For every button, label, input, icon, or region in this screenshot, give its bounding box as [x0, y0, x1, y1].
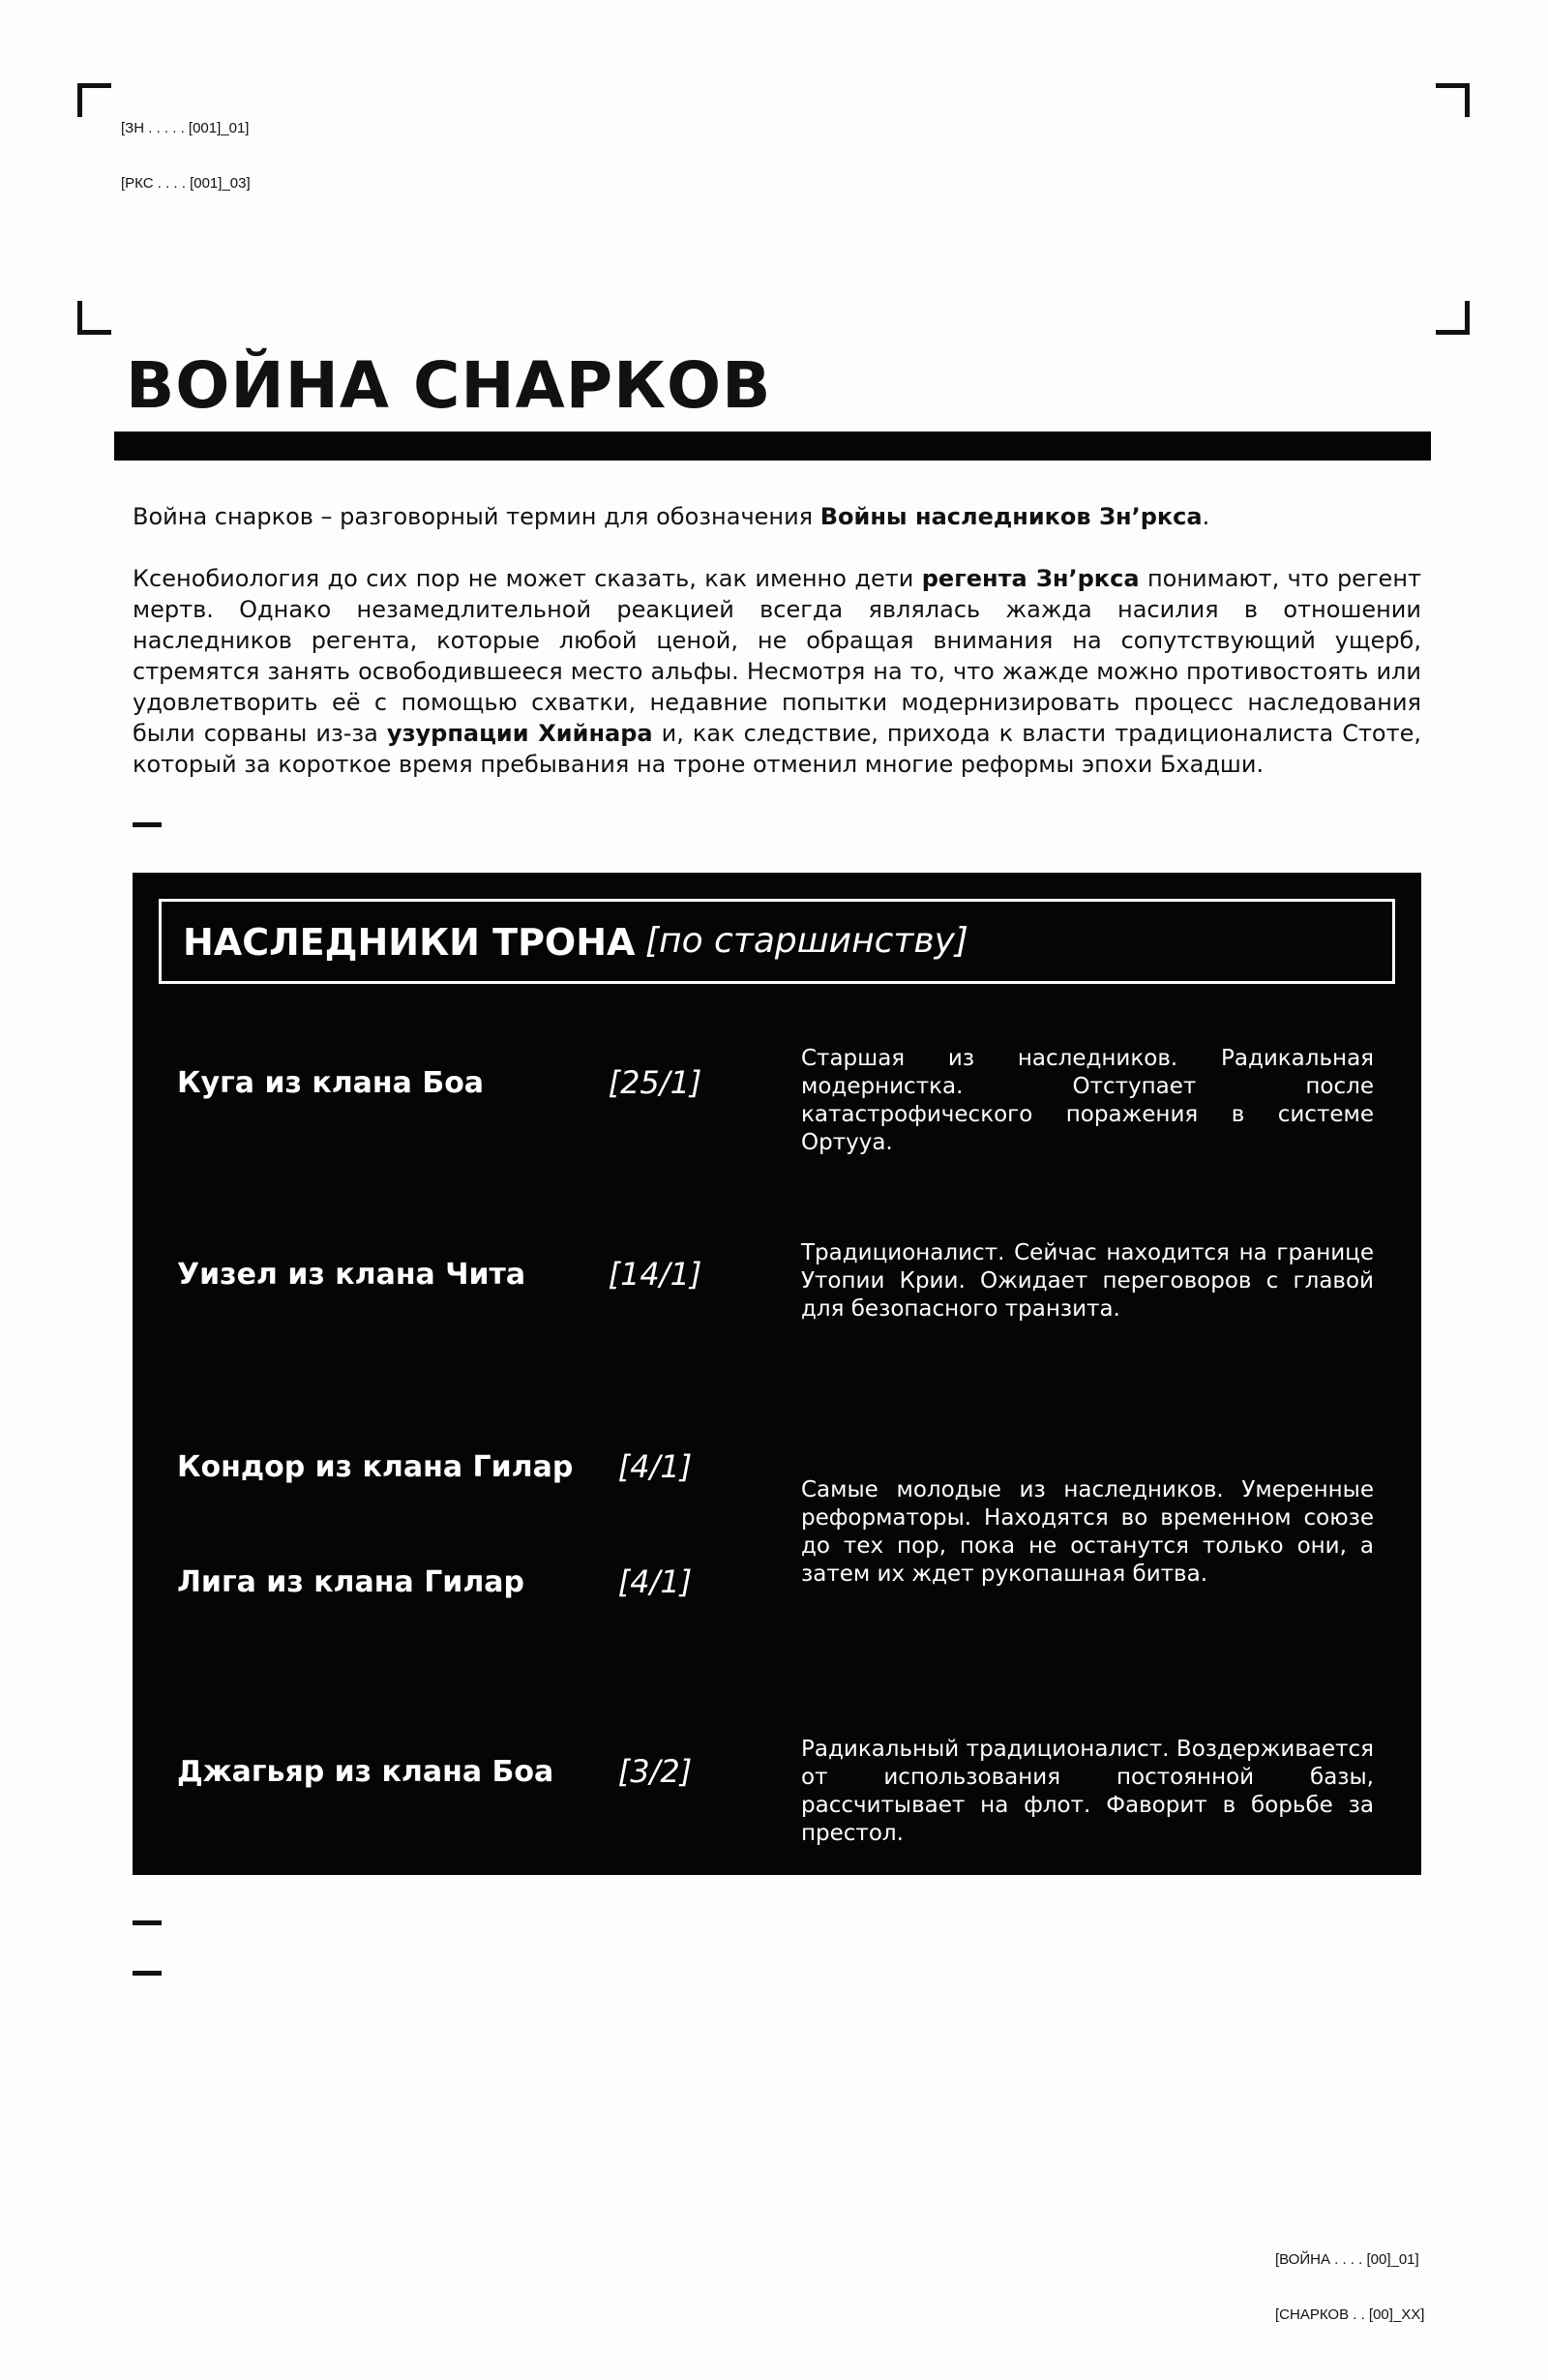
heir-rank: [25/1]	[608, 1064, 702, 1101]
heir-name: Кондор из клана Гилар	[177, 1450, 574, 1484]
heir-name: Куга из клана Боа	[177, 1066, 485, 1100]
section-dash	[133, 822, 162, 827]
corner-mark-top-left	[77, 83, 111, 117]
intro-p2-bold-1: регента Зн’ркса	[921, 565, 1140, 592]
heir-name: Джагьяр из клана Боа	[177, 1755, 554, 1789]
heirs-panel	[133, 873, 1421, 1875]
intro-p1-bold: Войны наследников Зн’ркса	[819, 503, 1203, 530]
section-dash	[133, 1971, 162, 1976]
intro-paragraph-1	[133, 501, 1421, 532]
section-dash	[133, 1920, 162, 1925]
heirs-panel-header	[159, 899, 1395, 984]
intro-p2-a: Ксенобиология до сих пор не может сказать, как именно дети	[133, 565, 922, 592]
header-code-line-2: [РКС . . . . [001]_03]	[121, 175, 251, 192]
footer-code-line-2: [СНАРКОВ . . [00]_XX]	[1275, 2306, 1425, 2323]
corner-mark-bottom-right	[1436, 301, 1470, 335]
heirs-panel-subtitle: [по старшинству]	[645, 921, 968, 961]
header-code-line-1: [ЗН . . . . . [001]_01]	[121, 120, 250, 136]
title-underline-bar	[114, 431, 1431, 461]
intro-p2-bold-2: узурпации Хийнара	[386, 720, 653, 747]
heir-name: Уизел из клана Чита	[177, 1258, 526, 1292]
heir-rank: [3/2]	[617, 1753, 693, 1790]
header-code	[121, 82, 251, 211]
heir-description: Старшая из наследников. Радикальная модернистка. Отступает после катастрофического поражения в системе Ортууа.	[801, 1046, 1374, 1155]
intro-p2-b: понимают, что регент мертв. Однако незамедлительной реакцией всегда являлась жажда насилия в отношении наследников регента, которые любой ценой, не обращая внимания на сопутствующий ущерб, стремятся занять освободившееся место альфы. Несмотря на то, что жажде можно противостоять или удовлетворить её с помощью схватки, недавние попытки модернизировать процесс наследования были сорваны из-за	[133, 565, 1421, 747]
intro-p2-c: и, как следствие, прихода к власти традиционалиста Стоте, который за короткое время пребывания на троне отменил многие реформы эпохи Бхадши.	[133, 720, 1421, 778]
heir-rank: [4/1]	[617, 1563, 693, 1600]
heir-rank: [4/1]	[617, 1448, 693, 1485]
intro-p1-end: .	[1202, 503, 1210, 530]
corner-mark-bottom-left	[77, 301, 111, 335]
intro-paragraph-2	[133, 563, 1421, 780]
footer-code-line-1: [ВОЙНА . . . . [00]_01]	[1275, 2251, 1419, 2268]
heirs-panel-title: НАСЛЕДНИКИ ТРОНА	[183, 921, 636, 964]
heir-description: Самые молодые из наследников. Умеренные реформаторы. Находятся во временном союзе до тех пор, пока не останутся только они, а затем их ждет рукопашная битва.	[801, 1477, 1374, 1587]
heir-description: Традиционалист. Сейчас находится на границе Утопии Крии. Ожидает переговоров с главой для безопасного транзита.	[801, 1240, 1374, 1322]
footer-code	[1275, 2214, 1424, 2342]
heir-name: Лига из клана Гилар	[177, 1565, 525, 1599]
heir-description: Радикальный традиционалист. Воздерживается от использования постоянной базы, рассчитывает на флот. Фаворит в борьбе за престол.	[801, 1737, 1374, 1846]
heir-rank: [14/1]	[608, 1256, 702, 1293]
intro-p1-text: Война снарков – разговорный термин для обозначения	[133, 503, 820, 530]
page-title: ВОЙНА СНАРКОВ	[126, 348, 772, 423]
corner-mark-top-right	[1436, 83, 1470, 117]
